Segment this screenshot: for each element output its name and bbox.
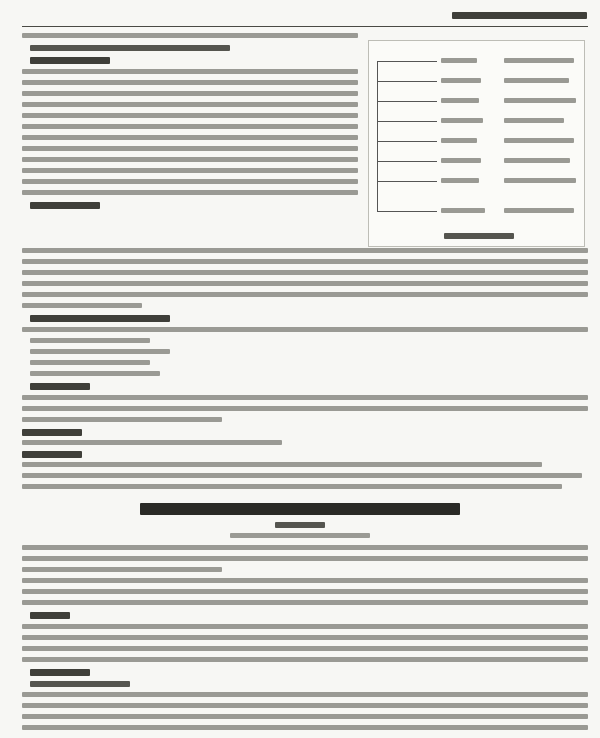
affiliation-line [230,533,370,538]
header-rule [22,26,588,27]
author-line [275,522,325,528]
figure-tree-diagram [368,40,585,247]
article-title [140,503,460,515]
running-header [452,12,587,19]
